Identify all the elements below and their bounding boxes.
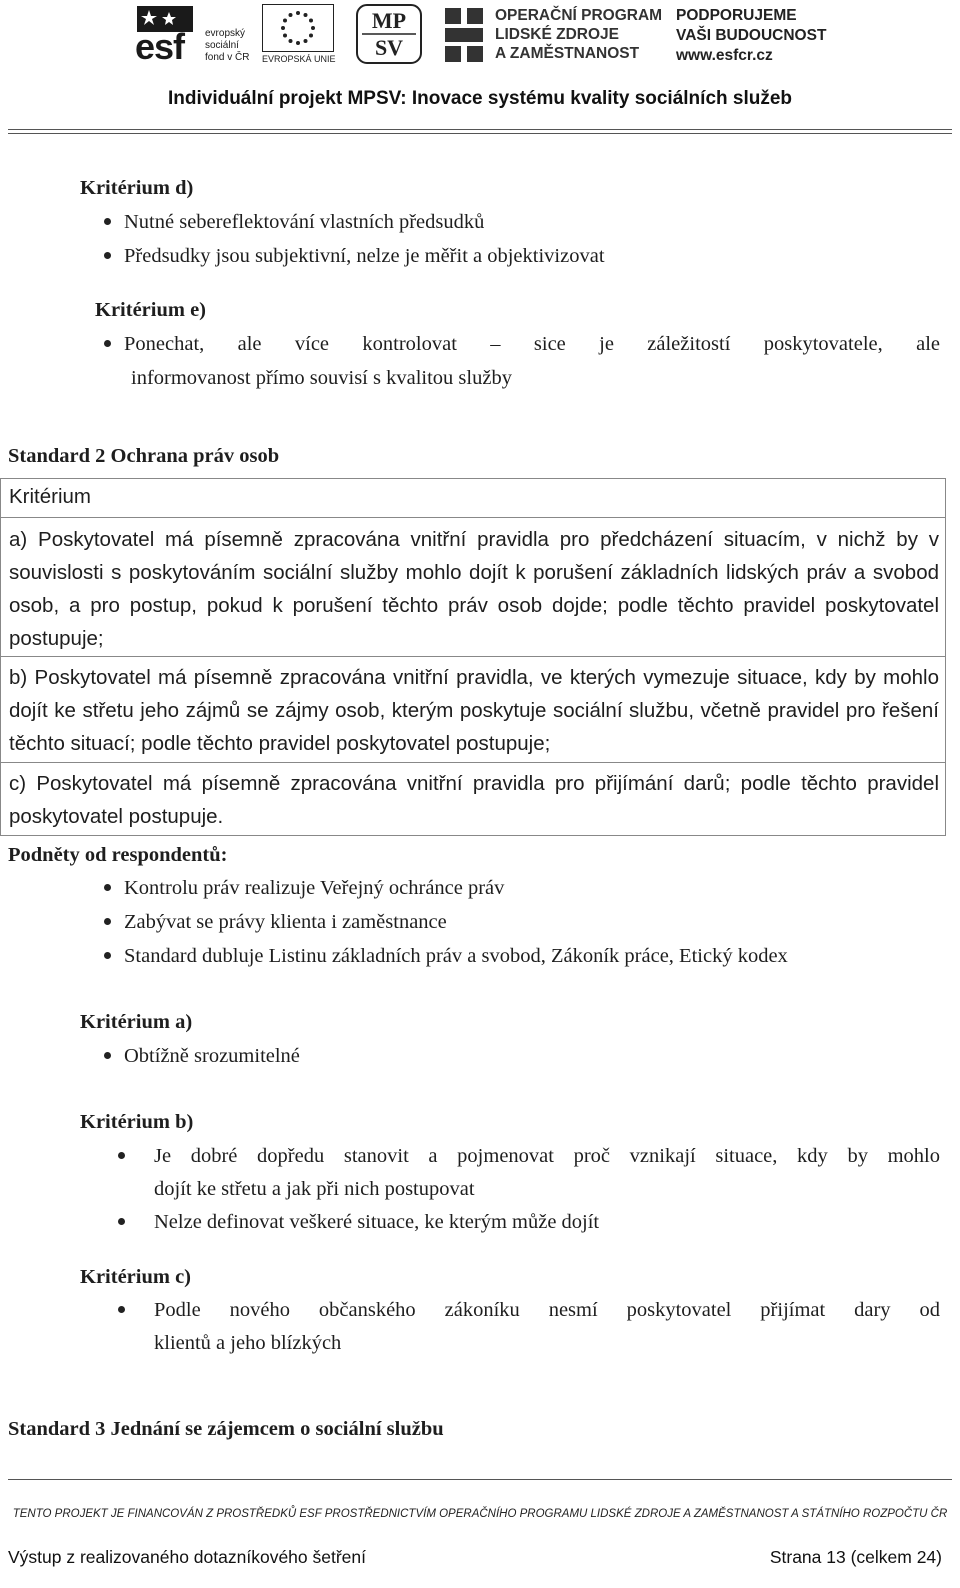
op-logo [443,4,663,66]
bullet-icon [104,218,111,225]
header-rule [8,129,952,130]
crit-d-item-1: Nutné sebereflektování vlastních předsudků [124,211,485,233]
crit-c-item-line2: klientů a jeho blízkých [154,1332,342,1354]
esf-line2: sociální [205,40,239,51]
esf-logo [135,4,255,66]
crit-e-item-line2: informovanost přímo souvisí s kvalitou služby [131,367,512,389]
crit-a-item-1: Obtížně srozumitelné [124,1045,300,1067]
crit-a-heading: Kritérium a) [80,1011,193,1033]
crit-e-heading: Kritérium e) [95,299,206,321]
op-line3: A ZAMĚSTNANOST [495,45,640,62]
podporujeme-logo [676,6,826,66]
podnety-item-2: Zabývat se právy klienta i zaměstnance [124,911,447,933]
pod-line2: VAŠI BUDOUCNOST [676,27,827,44]
mpsv-top: MP [371,8,407,33]
mpsv-bottom: SV [374,35,404,60]
criterion-c: c) Poskytovatel má písemně zpracována vnitřní pravidla pro přijímání darů; podle těchto pravidel poskytovatel postupuje. [9,772,939,828]
criterion-b: b) Poskytovatel má písemně zpracována vnitřní pravidla, ve kterých vymezuje situace, kdy by mohlo dojít ke střetu jeho zájmů se zájmy osob, kterým poskytuje sociální službu, včetně pravidel pro řešení těchto situací; podle těchto pravidel poskytovatel postupuje; [9,666,939,755]
podnety-item-1: Kontrolu práv realizuje Veřejný ochránce práv [124,877,505,899]
pod-line3: www.esfcr.cz [676,47,773,64]
criteria-table [0,478,946,836]
footer-rule [8,1479,952,1480]
pod-line1: PODPORUJEME [676,7,797,24]
crit-c-item-line1: Podle nového občanského zákoníku nesmí poskytovatel přijímat dary od [154,1299,940,1321]
crit-c-heading: Kritérium c) [80,1266,191,1288]
bullet-icon [104,884,111,891]
bullet-icon [118,1306,125,1313]
criterion-a: a) Poskytovatel má písemně zpracována vnitřní pravidla pro předcházení situacím, v nichž by v souvislosti s poskytováním sociální služby mohlo dojít k porušení základních lidských práv a svobod osob, a pro postup, pokud k porušení těchto práv osob dojde; podle těchto pravidel poskytovatel postupuje; [9,528,939,650]
standard-2-title: Standard 2 Ochrana práv osob [8,445,280,467]
standard-3-title: Standard 3 Jednání se zájemcem o sociální službu [8,1418,444,1440]
bullet-icon [118,1152,125,1159]
op-line2: LIDSKÉ ZDROJE [495,26,620,43]
esf-mark: esf [135,26,185,67]
bullet-icon [104,1052,111,1059]
crit-b-item-1-line2: dojít ke střetu a jak při nich postupovat [154,1178,475,1200]
bullet-icon [118,1218,125,1225]
table-divider [1,762,945,763]
page-number: Strana 13 (celkem 24) [769,1547,942,1567]
op-line1: OPERAČNÍ PROGRAM [495,7,663,24]
esf-line3: fond v ČR [205,52,250,63]
criteria-table-header: Kritérium [9,485,92,508]
esf-line1: evropský [205,28,246,39]
crit-b-item-2: Nelze definovat veškeré situace, ke kterým může dojít [154,1211,600,1233]
crit-d-heading: Kritérium d) [80,177,194,199]
footer-document-title: Výstup z realizovaného dotazníkového šetření [8,1547,366,1567]
crit-b-item-1-line1: Je dobré dopředu stanovit a pojmenovat proč vznikají situace, kdy by mohlo [154,1145,940,1167]
eu-flag-icon [262,4,334,52]
crit-e-item-line1: Ponechat, ale více kontrolovat – sice je záležitostí poskytovatele, ale [124,333,940,355]
eu-label: EVROPSKÁ UNIE [262,54,336,64]
header-rule-2 [8,133,952,134]
crit-d-item-2: Předsudky jsou subjektivní, nelze je měřit a objektivizovat [124,245,605,267]
bullet-icon [104,340,111,347]
mpsv-logo [356,4,422,64]
header-logos [0,0,960,80]
table-divider [1,517,945,518]
crit-b-heading: Kritérium b) [80,1111,194,1133]
bullet-icon [104,918,111,925]
table-divider [1,656,945,657]
bullet-icon [104,252,111,259]
footer-funding-note: TENTO PROJEKT JE FINANCOVÁN Z PROSTŘEDKŮ ESF PROSTŘEDNICTVÍM OPERAČNÍHO PROGRAMU LIDSKÉ ZDROJE A ZAMĚSTNANOST A STÁTNÍHO ROZPOČTU ČR [12,1508,948,1520]
bullet-icon [104,952,111,959]
header-title: Individuální projekt MPSV: Inovace systému kvality sociálních služeb [167,88,793,109]
podnety-item-3: Standard dubluje Listinu základních práv a svobod, Zákoník práce, Etický kodex [124,945,788,967]
podnety-heading: Podněty od respondentů: [8,844,228,866]
